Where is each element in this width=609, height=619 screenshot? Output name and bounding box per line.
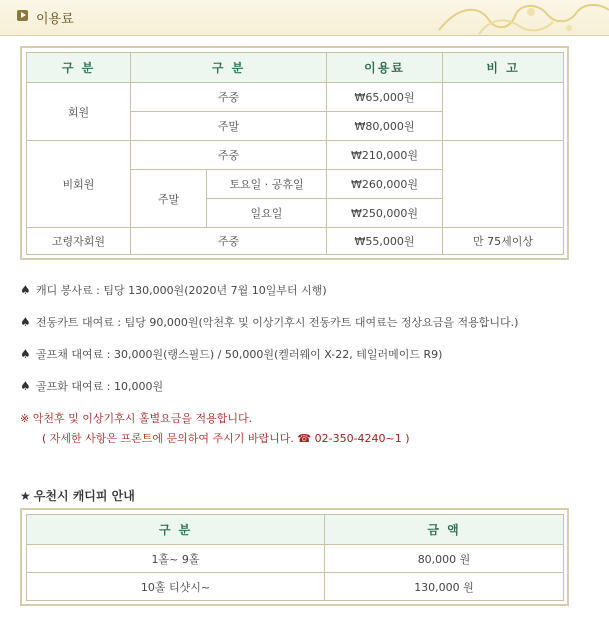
table-header-row bbox=[27, 515, 564, 545]
phone-icon: ☎ bbox=[297, 432, 312, 445]
col-header-category: 구 분 bbox=[27, 53, 131, 83]
period-cell: 주중 bbox=[131, 228, 327, 255]
note-cart-text: 전동카트 대여료 : 팀당 90,000원(악천후 및 이상기후시 전동카트 대여료는 정상요금을 적용합니다.) bbox=[36, 316, 519, 329]
note-caddie bbox=[20, 282, 327, 298]
note-contact bbox=[42, 430, 410, 446]
nonmember-label: 비회원 bbox=[27, 141, 131, 228]
caddie-section-title bbox=[20, 487, 135, 504]
note-shoes bbox=[20, 378, 163, 394]
member-label: 회원 bbox=[27, 83, 131, 141]
fee-cell: ₩210,000원 bbox=[327, 141, 443, 170]
note-clubs bbox=[20, 346, 442, 362]
fee-cell: ₩260,000원 bbox=[327, 170, 443, 199]
senior-label: 고령자회원 bbox=[27, 228, 131, 255]
star-icon: ★ bbox=[20, 489, 31, 503]
weekend-label: 주말 bbox=[131, 170, 207, 228]
remarks-cell bbox=[443, 83, 564, 141]
holes-cell: 1홀~ 9홀 bbox=[27, 545, 325, 573]
period-cell: 주중 bbox=[131, 141, 327, 170]
amount-cell: 130,000 원 bbox=[325, 573, 564, 601]
period-cell: 주중 bbox=[131, 83, 327, 112]
table-row bbox=[27, 83, 564, 112]
caddie-table-box bbox=[20, 508, 569, 606]
table-header-row bbox=[27, 53, 564, 83]
day-cell: 일요일 bbox=[207, 199, 327, 228]
fee-cell: ₩250,000원 bbox=[327, 199, 443, 228]
note-caddie-text: 캐디 봉사료 : 팀당 130,000원(2020년 7월 10일부터 시행) bbox=[36, 284, 327, 297]
note-shoes-text: 골프화 대여료 : 10,000원 bbox=[36, 380, 164, 393]
play-bullet-icon bbox=[17, 10, 28, 21]
section-header bbox=[0, 0, 609, 36]
phone-number: 02-350-4240~1 ) bbox=[314, 432, 410, 445]
col-header-fee: 이용료 bbox=[327, 53, 443, 83]
col-header-remarks: 비 고 bbox=[443, 53, 564, 83]
spade-icon: ♠ bbox=[20, 379, 31, 393]
note-cart bbox=[20, 314, 518, 330]
spade-icon: ♠ bbox=[20, 347, 31, 361]
col-header-amount: 금 액 bbox=[325, 515, 564, 545]
col-header-category: 구 분 bbox=[27, 515, 325, 545]
fee-table bbox=[26, 52, 564, 255]
table-row bbox=[27, 141, 564, 170]
holes-cell: 10홀 티샷시~ bbox=[27, 573, 325, 601]
spade-icon: ♠ bbox=[20, 315, 31, 329]
note-contact-text: ( 자세한 사항은 프론트에 문의하여 주시기 바랍니다. bbox=[42, 432, 294, 445]
table-row bbox=[27, 545, 564, 573]
day-cell: 토요일 · 공휴일 bbox=[207, 170, 327, 199]
table-row bbox=[27, 228, 564, 255]
fee-table-box bbox=[20, 46, 569, 260]
note-clubs-text: 골프채 대여료 : 30,000원(랭스필드) / 50,000원(켈러웨이 X-22, 테일러메이드 R9) bbox=[36, 348, 443, 361]
spade-icon: ♠ bbox=[20, 283, 31, 297]
page-title: 이용료 bbox=[36, 12, 74, 27]
remarks-cell bbox=[443, 141, 564, 228]
amount-cell: 80,000 원 bbox=[325, 545, 564, 573]
caddie-section-title-text: 우천시 캐디피 안내 bbox=[33, 489, 135, 503]
fee-cell: ₩80,000원 bbox=[327, 112, 443, 141]
fee-cell: ₩55,000원 bbox=[327, 228, 443, 255]
remarks-cell: 만 75세이상 bbox=[443, 228, 564, 255]
table-row bbox=[27, 573, 564, 601]
caddie-table bbox=[26, 514, 564, 601]
col-header-subcategory: 구 분 bbox=[131, 53, 327, 83]
note-warning: ※ 악천후 및 이상기후시 홀별요금을 적용합니다. bbox=[20, 412, 253, 425]
flourish-ornament-icon bbox=[419, 0, 609, 36]
fee-cell: ₩65,000원 bbox=[327, 83, 443, 112]
period-cell: 주말 bbox=[131, 112, 327, 141]
